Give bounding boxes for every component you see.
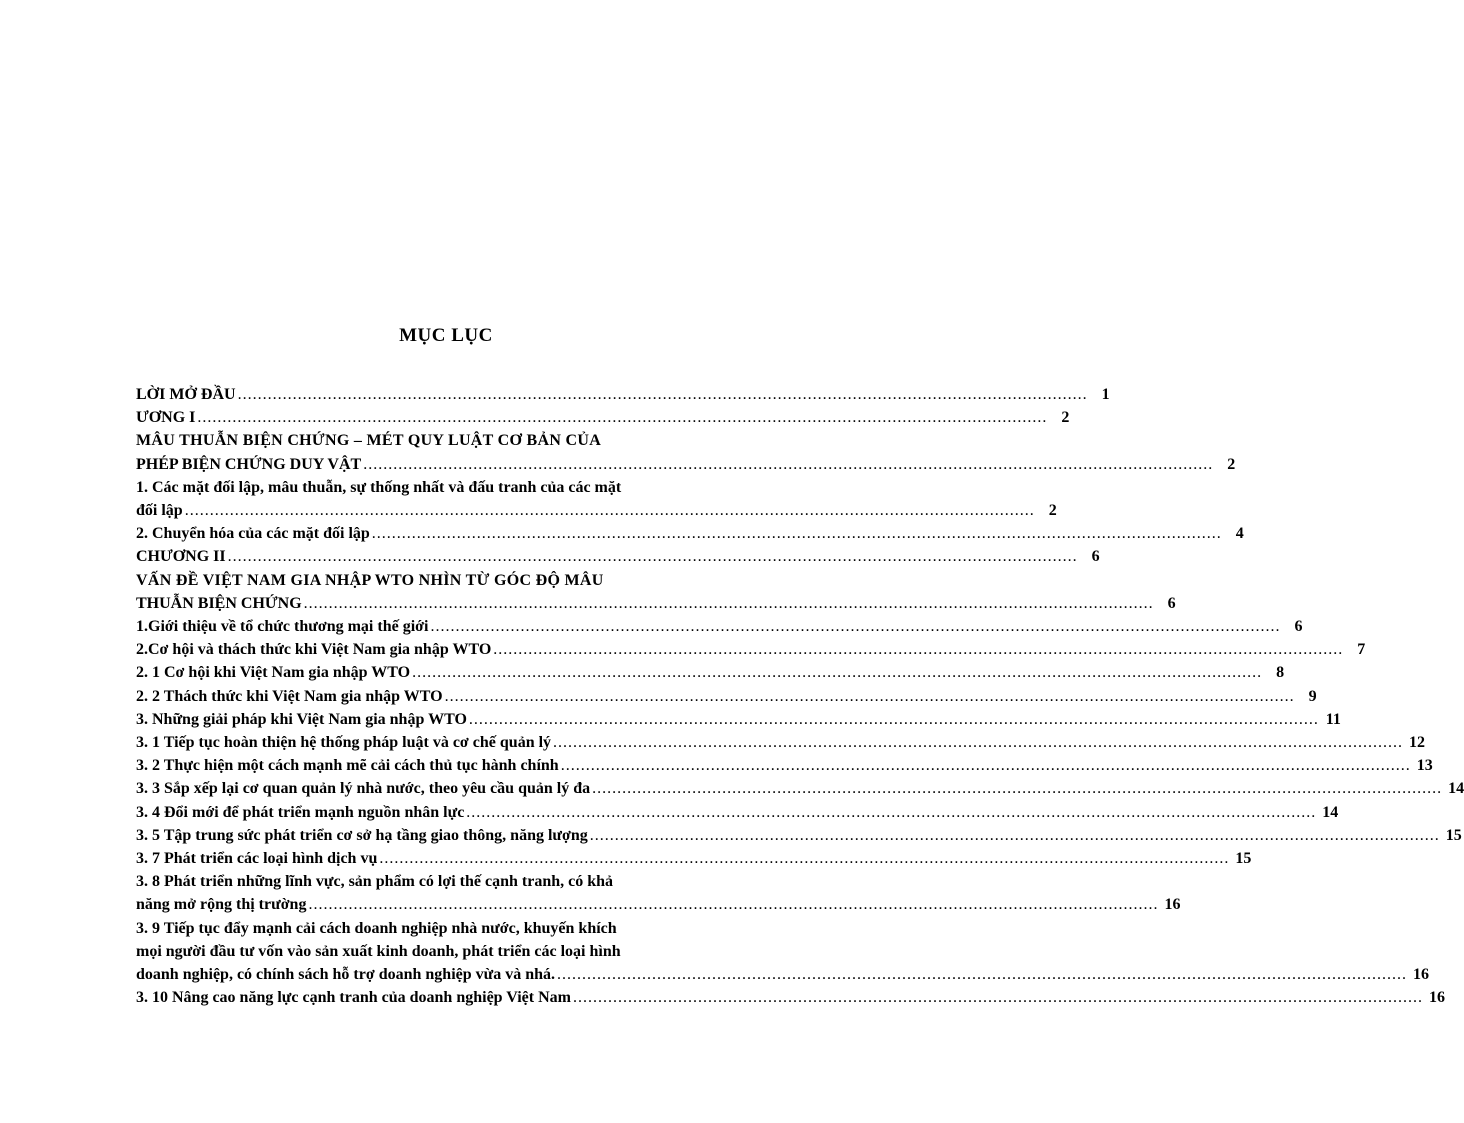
toc-entry[interactable] bbox=[136, 638, 1366, 661]
toc-entry-text: đối lập bbox=[136, 502, 183, 520]
dot-leader bbox=[469, 708, 1319, 731]
dot-leader bbox=[561, 754, 1411, 777]
toc-entry-line: MÂU THUẪN BIỆN CHỨNG – MÉT QUY LUẬT CƠ BẢN CỦA bbox=[136, 432, 602, 450]
toc-entry-line: VẤN ĐỀ VIỆT NAM GIA NHẬP WTO NHÌN TỪ GÓC ĐỘ MÂU bbox=[136, 571, 604, 589]
toc-entry[interactable] bbox=[136, 963, 1430, 986]
toc-entry[interactable] bbox=[136, 801, 1339, 824]
toc-entry[interactable] bbox=[136, 661, 1285, 684]
dot-leader bbox=[553, 731, 1403, 754]
toc-entry-text: 3. 2 Thực hiện một cách mạnh mẽ cải cách thủ tục hành chính bbox=[136, 757, 559, 775]
toc-page-number: 15 bbox=[1445, 826, 1462, 844]
dot-leader bbox=[372, 522, 1222, 545]
dot-leader bbox=[557, 963, 1407, 986]
toc-page-number: 1 bbox=[1101, 386, 1110, 403]
toc-entry[interactable] bbox=[136, 383, 1110, 406]
dot-leader bbox=[379, 847, 1229, 870]
toc-entry-text: 2. Chuyển hóa của các mặt đối lập bbox=[136, 525, 370, 543]
toc-entry-text: năng mở rộng thị trường bbox=[136, 896, 307, 914]
dot-leader bbox=[592, 777, 1442, 800]
toc-page-number: 6 bbox=[1091, 548, 1100, 566]
toc-page-number: 6 bbox=[1167, 594, 1176, 612]
toc-entry-text: 3. 4 Đổi mới để phát triển mạnh nguồn nhân lực bbox=[136, 803, 465, 821]
toc-entry-text: 3. 5 Tập trung sức phát triển cơ sở hạ tầng giao thông, năng lượng bbox=[136, 826, 588, 844]
toc-entry-text: 3. 1 Tiếp tục hoàn thiện hệ thống pháp luật và cơ chế quản lý bbox=[136, 734, 552, 752]
dot-leader bbox=[493, 638, 1343, 661]
toc-entry-line: 3. 8 Phát triển những lĩnh vực, sản phẩm có lợi thế cạnh tranh, có khả bbox=[136, 873, 614, 891]
toc-entry[interactable] bbox=[136, 522, 1244, 545]
toc-entry-text: 2. 2 Thách thức khi Việt Nam gia nhập WTO bbox=[136, 687, 443, 705]
toc-entry-text: THUẪN BIỆN CHỨNG bbox=[136, 594, 302, 612]
dot-leader bbox=[185, 499, 1035, 522]
toc-entry[interactable] bbox=[136, 847, 1252, 870]
dot-leader bbox=[228, 545, 1078, 568]
toc-entry-text: 3. 7 Phát triển các loại hình dịch vụ bbox=[136, 850, 378, 868]
toc-page-number: 2 bbox=[1061, 409, 1070, 427]
toc-entry[interactable] bbox=[136, 592, 1176, 615]
toc-entry[interactable] bbox=[136, 731, 1426, 754]
dot-leader bbox=[590, 824, 1440, 847]
toc-entry-text: 3. 3 Sắp xếp lại cơ quan quản lý nhà nước, theo yêu cầu quản lý đa bbox=[136, 780, 591, 798]
toc-entry[interactable] bbox=[136, 545, 1100, 568]
toc-page-number: 6 bbox=[1294, 618, 1303, 636]
dot-leader bbox=[363, 453, 1213, 476]
dot-leader bbox=[412, 661, 1262, 684]
toc-entry-text: doanh nghiệp, có chính sách hỗ trợ doanh nghiệp vừa và nhá. bbox=[136, 966, 556, 984]
toc-entry-text: 2. 1 Cơ hội khi Việt Nam gia nhập WTO bbox=[136, 664, 411, 682]
toc-entry-text: 1.Giới thiệu về tổ chức thương mại thế giới bbox=[136, 618, 429, 636]
toc-entry[interactable] bbox=[136, 708, 1341, 731]
toc-entry-line: mọi người đầu tư vốn vào sản xuất kinh doanh, phát triển các loại hình bbox=[136, 942, 621, 960]
toc-page-number: 2 bbox=[1048, 502, 1057, 520]
toc-entry[interactable] bbox=[136, 754, 1433, 777]
toc-entry[interactable] bbox=[136, 986, 1445, 1009]
toc-page-number: 13 bbox=[1416, 757, 1433, 775]
toc-page-number: 7 bbox=[1357, 641, 1366, 659]
toc-page-number: 12 bbox=[1409, 734, 1426, 752]
toc-entry[interactable] bbox=[136, 824, 1462, 847]
dot-leader bbox=[197, 406, 1047, 429]
toc-entry[interactable] bbox=[136, 406, 1070, 429]
dot-leader bbox=[445, 685, 1295, 708]
toc-page-number: 2 bbox=[1227, 455, 1236, 473]
toc-entry-text: 2.Cơ hội và thách thức khi Việt Nam gia nhập WTO bbox=[136, 641, 492, 659]
toc-page-number: 14 bbox=[1448, 780, 1464, 798]
toc-page-number: 14 bbox=[1322, 803, 1339, 821]
toc-title: MỤC LỤC bbox=[399, 325, 493, 346]
dot-leader bbox=[308, 893, 1158, 916]
toc-entry-line: 1. Các mặt đối lập, mâu thuẫn, sự thống nhất và đấu tranh của các mặt bbox=[136, 478, 622, 496]
toc-page-number: 9 bbox=[1308, 687, 1317, 705]
toc-page-number: 16 bbox=[1413, 966, 1430, 984]
toc-entry-text: 3. Những giải pháp khi Việt Nam gia nhập WTO bbox=[136, 710, 467, 728]
toc-page-number: 8 bbox=[1276, 664, 1285, 682]
toc-entry-text: ƯƠNG I bbox=[136, 409, 196, 427]
toc-page-number: 11 bbox=[1325, 710, 1341, 728]
toc-page-number: 4 bbox=[1235, 525, 1244, 543]
toc-page-number: 16 bbox=[1164, 896, 1181, 914]
toc-page-number: 16 bbox=[1429, 989, 1445, 1007]
dot-leader bbox=[573, 986, 1423, 1009]
table-of-contents bbox=[136, 383, 1464, 1009]
toc-entry[interactable] bbox=[136, 685, 1317, 708]
dot-leader bbox=[466, 801, 1316, 824]
toc-page-number: 15 bbox=[1235, 850, 1252, 868]
dot-leader bbox=[430, 615, 1280, 638]
toc-entry-text: 3. 10 Nâng cao năng lực cạnh tranh của doanh nghiệp Việt Nam bbox=[136, 989, 571, 1007]
toc-entry-text: LỜI MỞ ĐẦU bbox=[136, 386, 236, 403]
toc-entry-line: 3. 9 Tiếp tục đẩy mạnh cải cách doanh nghiệp nhà nước, khuyến khích bbox=[136, 919, 617, 937]
toc-entry[interactable] bbox=[136, 615, 1303, 638]
toc-entry-text: CHƯƠNG II bbox=[136, 548, 226, 566]
dot-leader bbox=[304, 592, 1154, 615]
dot-leader bbox=[238, 383, 1088, 406]
toc-entry[interactable] bbox=[136, 499, 1057, 522]
toc-entry-text: PHÉP BIỆN CHỨNG DUY VẬT bbox=[136, 455, 362, 473]
toc-entry[interactable] bbox=[136, 893, 1181, 916]
toc-entry[interactable] bbox=[136, 453, 1236, 476]
toc-entry[interactable] bbox=[136, 777, 1464, 800]
